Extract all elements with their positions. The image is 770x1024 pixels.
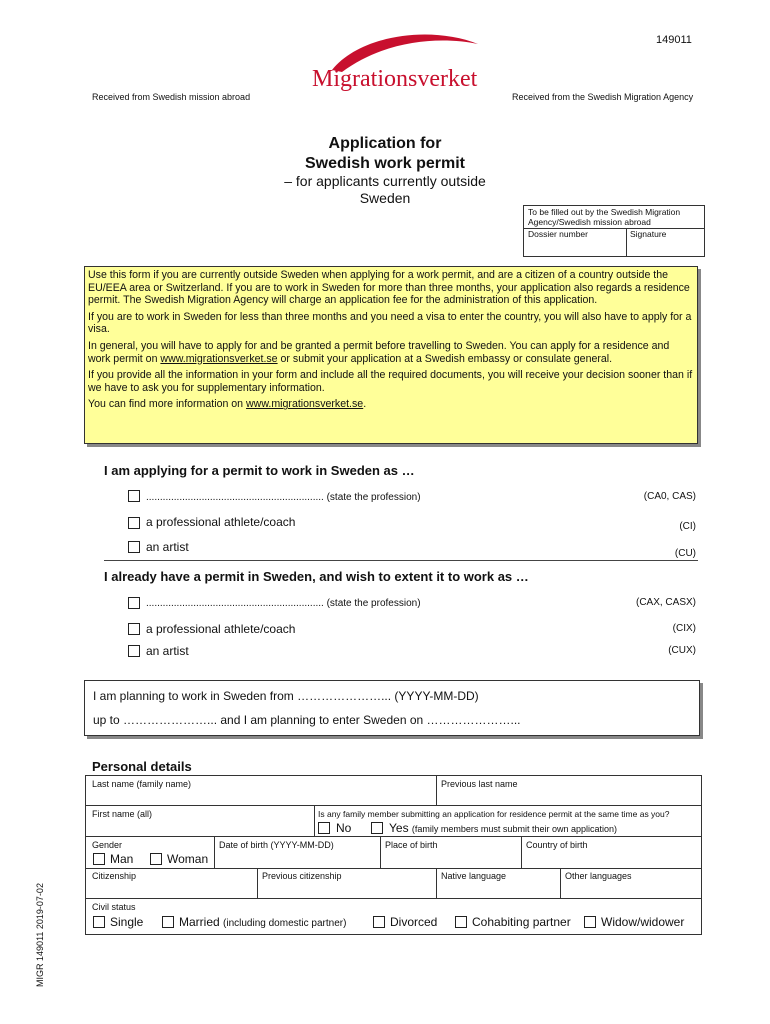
civil-divorced-label: Divorced (390, 915, 438, 929)
place-of-birth-field[interactable]: Place of birth (385, 840, 438, 850)
code-cix: (CIX) (672, 623, 696, 634)
date-of-birth-field[interactable]: Date of birth (YYYY-MM-DD) (219, 840, 334, 850)
checkbox-civil-cohabiting[interactable] (455, 916, 467, 928)
artist-label: an artist (146, 540, 189, 554)
code-cax-casx: (CAX, CASX) (635, 597, 696, 608)
received-mission-label: Received from Swedish mission abroad (92, 92, 251, 102)
previous-citizenship-field[interactable]: Previous citizenship (262, 871, 342, 881)
civil-widow-label: Widow/widower (601, 915, 685, 929)
migrationsverket-link-2[interactable]: www.migrationsverket.se (246, 398, 364, 411)
previous-last-name-field[interactable]: Previous last name (441, 779, 518, 789)
title-line-2: Swedish work permit (304, 155, 466, 172)
checkbox-family-no[interactable] (318, 822, 330, 834)
office-use-heading: To be filled out by the Swedish Migration Agency/Swedish mission abroad (528, 207, 681, 227)
code-ca0-cas: (CA0, CAS) (643, 491, 696, 502)
gender-man-label: Man (110, 852, 134, 866)
checkbox-extend-artist[interactable] (128, 645, 140, 657)
civil-cohabiting-label: Cohabiting partner (472, 915, 571, 929)
athlete-label: a professional athlete/coach (146, 515, 296, 529)
section-b-heading: I already have a permit in Sweden, and wish to extent it to work as … (104, 569, 529, 584)
subtitle-line-2: Sweden (359, 190, 411, 206)
page-subtitle (230, 173, 540, 207)
info-paragraph-3: In general, you will have to apply for and be granted a permit before travelling to Sweden. You can apply for a residence and work permit on www.migrationsverket.se or submit your application at a Swedish embassy or consulate general. (88, 339, 670, 365)
code-ci: (CI) (679, 521, 696, 532)
family-member-question: Is any family member submitting an application for residence permit at the same time as you? (318, 809, 670, 819)
last-name-field[interactable]: Last name (family name) (92, 779, 192, 789)
civil-status-label: Civil status (92, 902, 136, 912)
work-period-line-2[interactable]: up to …………………... and I am planning to enter Sweden on …………………... (93, 713, 521, 727)
received-agency-label: Received from the Swedish Migration Agency (512, 92, 694, 102)
page-title (240, 134, 530, 174)
checkbox-civil-married[interactable] (162, 916, 174, 928)
info-paragraph-5: You can find more information on www.migrationsverket.se. (88, 398, 367, 411)
info-paragraph-1: Use this form if you are currently outside Sweden when applying for a work permit, and are a citizen of a country outside the EU/EEA area or Switzerland. If you are to work in Sweden for more than three months, your application also regards a residence permit. The Swedish Migration Agency will charge an application fee for the administration of this application. (88, 269, 690, 307)
extend-athlete-label: a professional athlete/coach (146, 622, 296, 636)
family-yes-label: Yes (family members must submit their own application) (389, 821, 617, 835)
checkbox-work-athlete[interactable] (128, 517, 140, 529)
gender-woman-label: Woman (167, 852, 209, 866)
info-paragraph-4: If you provide all the information in your form and include all the required documents, you will receive your decision sooner than if we have to ask you for supplementary information. (88, 369, 693, 394)
form-number: 149011 (656, 34, 692, 46)
info-box (84, 266, 698, 444)
code-cux: (CUX) (668, 645, 696, 656)
family-no-label: No (336, 821, 352, 835)
first-name-field[interactable]: First name (all) (92, 809, 153, 819)
personal-details-table (85, 775, 702, 935)
work-period-line-1[interactable]: I am planning to work in Sweden from …………………... (YYYY-MM-DD) (93, 689, 479, 703)
work-period-box (84, 680, 700, 736)
checkbox-work-artist[interactable] (128, 541, 140, 553)
checkbox-civil-divorced[interactable] (373, 916, 385, 928)
native-language-field[interactable]: Native language (441, 871, 507, 881)
country-of-birth-field[interactable]: Country of birth (526, 840, 588, 850)
logo-text: Migrationsverket (312, 66, 478, 92)
gender-label: Gender (92, 840, 123, 850)
checkbox-civil-single[interactable] (93, 916, 105, 928)
subtitle-line-1: – for applicants currently outside (284, 173, 486, 189)
other-languages-field[interactable]: Other languages (565, 871, 632, 881)
checkbox-family-yes[interactable] (371, 822, 383, 834)
civil-single-label: Single (110, 915, 144, 929)
civil-married-label: Married (including domestic partner) (179, 915, 347, 929)
code-cu: (CU) (674, 548, 696, 559)
form-version-code: MIGR 149011 2019-07-02 (35, 883, 45, 987)
title-line-1: Application for (328, 135, 442, 152)
signature-field[interactable]: Signature (630, 229, 667, 239)
personal-details-heading: Personal details (92, 759, 192, 774)
office-use-box (523, 205, 705, 257)
checkbox-gender-man[interactable] (93, 853, 105, 865)
checkbox-extend-profession[interactable] (128, 597, 140, 609)
dossier-number-field[interactable]: Dossier number (528, 229, 588, 239)
checkbox-civil-widow[interactable] (584, 916, 596, 928)
info-paragraph-2: If you are to work in Sweden for less than three months and you need a visa to enter the country, you will also have to apply for a visa. (88, 310, 692, 336)
checkbox-extend-athlete[interactable] (128, 623, 140, 635)
checkbox-work-profession[interactable] (128, 490, 140, 502)
citizenship-field[interactable]: Citizenship (92, 871, 137, 881)
migrationsverket-link[interactable]: www.migrationsverket.se (160, 352, 278, 365)
extend-artist-label: an artist (146, 644, 189, 658)
checkbox-gender-woman[interactable] (150, 853, 162, 865)
section-a-heading: I am applying for a permit to work in Sweden as … (104, 463, 415, 478)
extend-profession-line[interactable]: ................................................................ (state the profession) (146, 598, 421, 609)
profession-line[interactable]: ................................................................ (state the profession) (146, 492, 421, 503)
